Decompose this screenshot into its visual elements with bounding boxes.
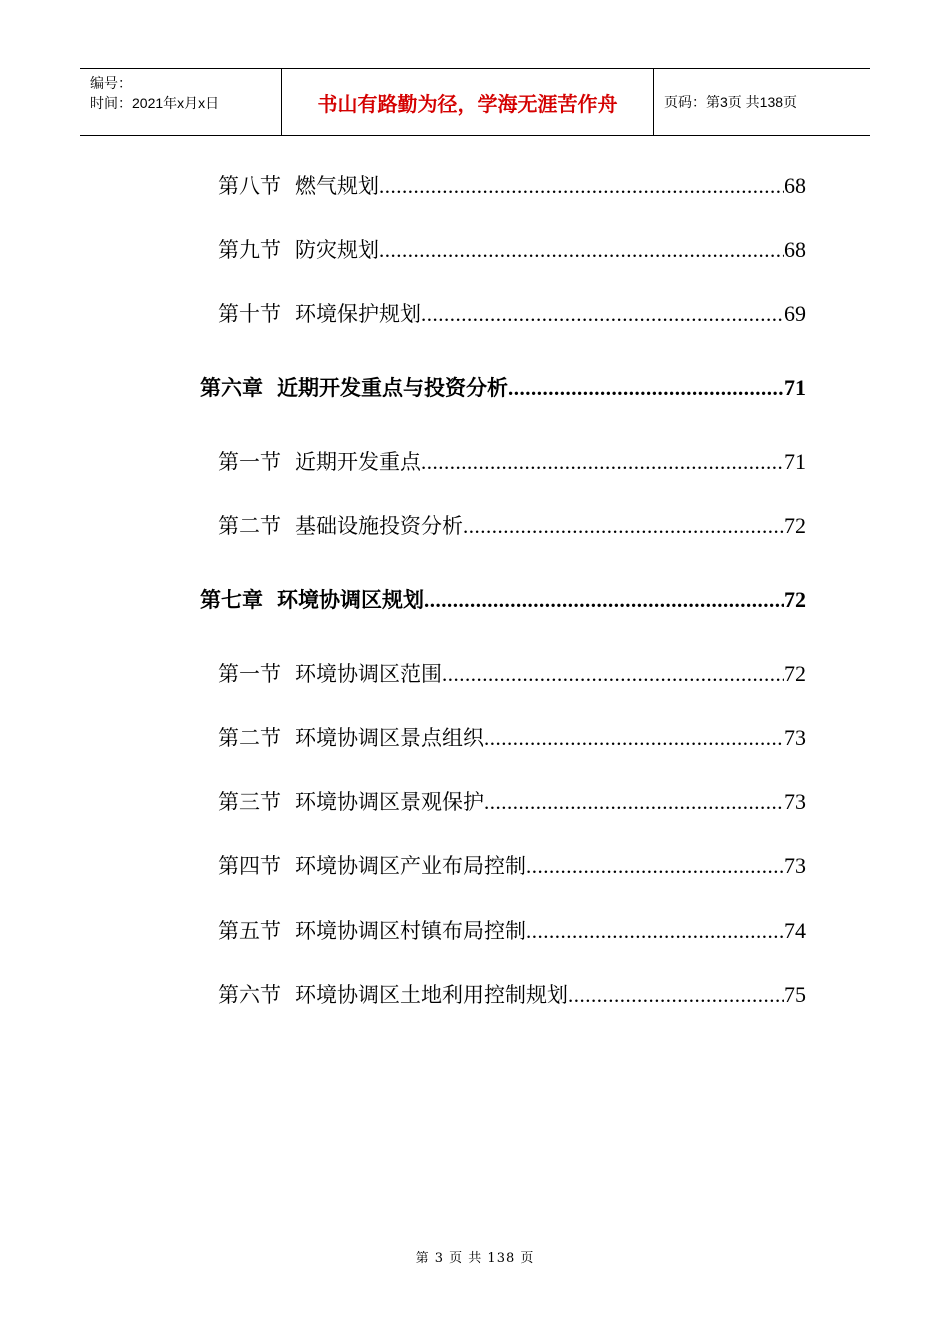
toc-chapter-entry[interactable] [200, 584, 806, 614]
toc-chapter-number: 第六章 [200, 375, 263, 400]
toc-chapter-page: 72 [784, 587, 806, 612]
header-number-label: 编号： [90, 75, 132, 91]
toc-entry-number: 第二节 [218, 726, 281, 750]
toc-leader-dots [484, 726, 784, 751]
toc-entry[interactable] [218, 658, 806, 688]
toc-entry-page: 68 [784, 237, 806, 262]
page-header [80, 68, 870, 136]
toc-entry-number: 第一节 [218, 450, 281, 474]
toc-entry[interactable] [218, 850, 806, 880]
toc-entry-page: 73 [784, 725, 806, 750]
toc-leader-dots [463, 514, 784, 539]
toc-entry-page: 72 [784, 661, 806, 686]
toc-entry[interactable] [218, 446, 806, 476]
header-motto: 书山有路勤为径，学海无涯苦作舟 [282, 69, 654, 135]
toc-entry-page: 75 [784, 982, 806, 1007]
toc-entry-title: 环境协调区土地利用控制规划 [295, 983, 568, 1007]
toc-entry-number: 第二节 [218, 514, 281, 538]
toc-chapter-entry[interactable] [200, 372, 806, 402]
toc-entry[interactable] [218, 979, 806, 1009]
toc-entry-page: 73 [784, 789, 806, 814]
toc-leader-dots [526, 854, 784, 879]
header-time-label: 时间：2021年x月x日 [90, 95, 220, 111]
toc-leader-dots [379, 174, 784, 199]
toc-leader-dots [421, 302, 784, 327]
page-footer: 第 3 页 共 138 页 [415, 1251, 535, 1266]
toc-leader-dots [424, 588, 784, 613]
toc-chapter-number: 第七章 [200, 587, 263, 612]
toc-entry-number: 第六节 [218, 983, 281, 1007]
toc-entry-title: 环境协调区景点组织 [295, 726, 484, 750]
header-meta [80, 69, 282, 135]
toc-entry-number: 第九节 [218, 238, 281, 262]
toc-entry[interactable] [218, 722, 806, 752]
toc-entry-number: 第三节 [218, 790, 281, 814]
toc-entry-title: 环境协调区范围 [295, 662, 442, 686]
toc-entry[interactable] [218, 234, 806, 264]
header-page-info: 页码：第3页 共138页 [664, 94, 798, 110]
toc-leader-dots [421, 450, 784, 475]
toc-leader-dots [508, 376, 784, 401]
toc-entry[interactable] [218, 298, 806, 328]
toc-entry-title: 环境协调区景观保护 [295, 790, 484, 814]
toc-entry-number: 第一节 [218, 662, 281, 686]
toc-entry-title: 近期开发重点 [295, 450, 421, 474]
toc-entry-number: 第十节 [218, 302, 281, 326]
toc-entry[interactable] [218, 170, 806, 200]
toc-leader-dots [568, 983, 784, 1008]
toc-entry-title: 防灾规划 [295, 238, 379, 262]
toc-entry-page: 68 [784, 173, 806, 198]
toc-entry-page: 74 [784, 918, 806, 943]
toc-leader-dots [379, 238, 784, 263]
toc-leader-dots [484, 790, 784, 815]
toc-leader-dots [442, 662, 784, 687]
toc-entry-title: 环境协调区村镇布局控制 [295, 919, 526, 943]
toc-entry-page: 72 [784, 513, 806, 538]
toc-entry[interactable] [218, 510, 806, 540]
toc-entry-number: 第八节 [218, 174, 281, 198]
toc-leader-dots [526, 919, 784, 944]
toc-chapter-title: 环境协调区规划 [277, 587, 424, 612]
toc-entry-number: 第五节 [218, 919, 281, 943]
toc-entry-page: 69 [784, 301, 806, 326]
toc-entry-title: 基础设施投资分析 [295, 514, 463, 538]
toc-chapter-page: 71 [784, 375, 806, 400]
toc-chapter-title: 近期开发重点与投资分析 [277, 375, 508, 400]
toc-entry-title: 环境协调区产业布局控制 [295, 854, 526, 878]
toc-entry-page: 73 [784, 853, 806, 878]
toc-entry[interactable] [218, 915, 806, 945]
toc-entry-title: 环境保护规划 [295, 302, 421, 326]
toc-entry-number: 第四节 [218, 854, 281, 878]
toc-entry-page: 71 [784, 449, 806, 474]
toc-entry[interactable] [218, 786, 806, 816]
toc-entry-title: 燃气规划 [295, 174, 379, 198]
